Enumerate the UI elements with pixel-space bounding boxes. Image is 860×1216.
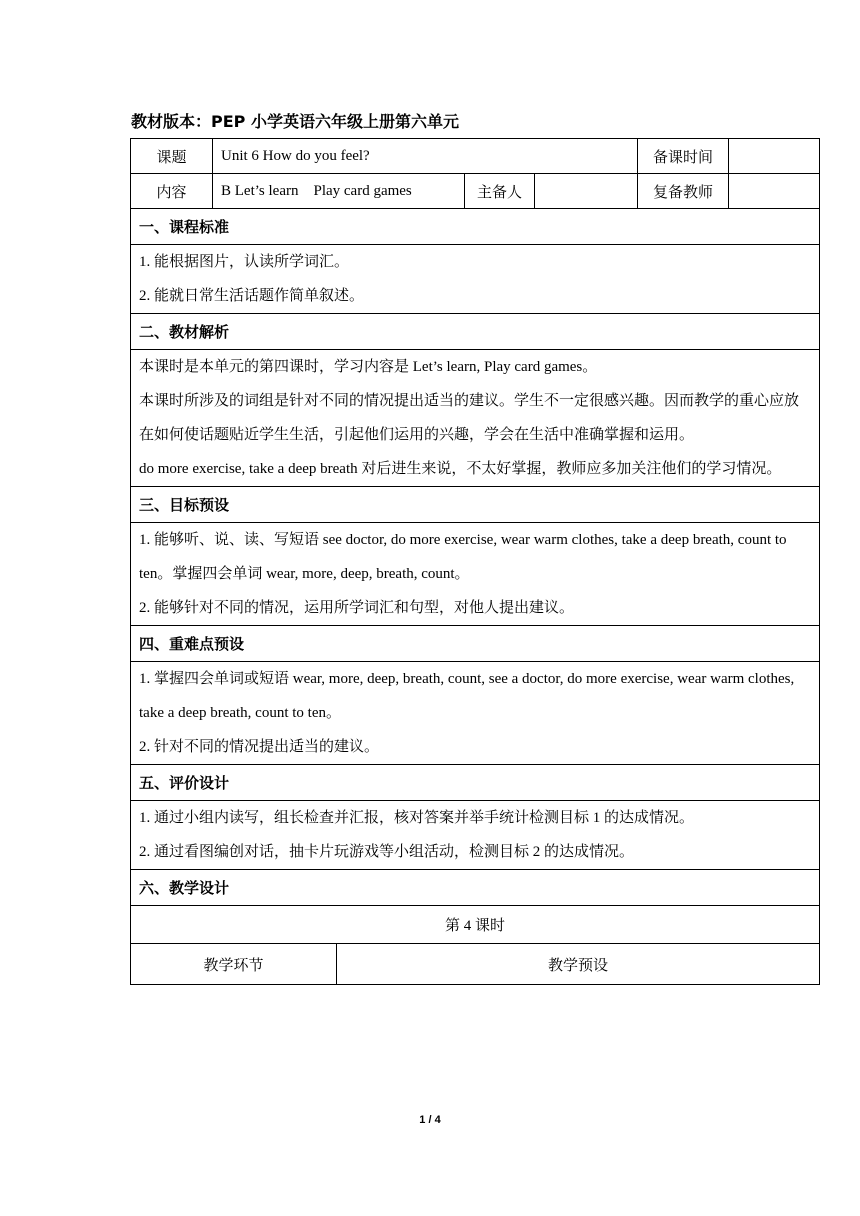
co-teacher-value	[729, 174, 820, 209]
topic-label: 课题	[131, 139, 213, 174]
analysis-line-1: 本课时是本单元的第四课时，学习内容是 Let’s learn, Play card games。	[139, 359, 598, 375]
column-stage: 教学环节	[131, 944, 337, 985]
evaluation-line-1: 1. 通过小组内读写，组长检查并汇报，核对答案并举手统计检测目标 1 的达成情况。	[139, 810, 695, 826]
standards-line-1: 1. 能根据图片，认读所学词汇。	[139, 254, 350, 270]
section-body-objectives	[131, 523, 820, 626]
section-body-standards	[131, 245, 820, 314]
section-title-objectives: 三、目标预设	[131, 487, 820, 523]
content-value: B Let’s learn Play card games	[213, 174, 465, 209]
analysis-line-2: 本课时所涉及的词组是针对不同的情况提出适当的建议。学生不一定很感兴趣。因而教学的重心应放在如何使话题贴近学生生活，引起他们运用的兴趣，学会在生活中准确掌握和运用。	[139, 393, 800, 443]
preparer-label: 主备人	[465, 174, 535, 209]
prep-time-value	[729, 139, 820, 174]
section-title-standards: 一、课程标准	[131, 209, 820, 245]
section-body-evaluation	[131, 801, 820, 870]
analysis-line-3: do more exercise, take a deep breath 对后进生来说，不太好掌握，教师应多加关注他们的学习情况。	[139, 461, 782, 477]
standards-line-2: 2. 能就日常生活话题作简单叙述。	[139, 288, 365, 304]
page-number: 1 / 4	[419, 1114, 441, 1126]
section-body-analysis	[131, 350, 820, 487]
lesson-plan-table	[130, 138, 820, 985]
topic-row	[131, 139, 820, 174]
objectives-line-2: 2. 能够针对不同的情况，运用所学词汇和句型，对他人提出建议。	[139, 600, 575, 616]
prep-time-label: 备课时间	[638, 139, 729, 174]
section-title-key-points: 四、重难点预设	[131, 626, 820, 662]
key-points-line-1: 1. 掌握四会单词或短语 wear, more, deep, breath, count, see a doctor, do more exercise, wear warm clothes, take a deep breath, count to ten。	[139, 671, 795, 721]
topic-value: Unit 6 How do you feel?	[213, 139, 638, 174]
content-label: 内容	[131, 174, 213, 209]
preparer-value	[535, 174, 638, 209]
column-plan: 教学预设	[337, 944, 820, 985]
co-teacher-label: 复备教师	[638, 174, 729, 209]
section-title-evaluation: 五、评价设计	[131, 765, 820, 801]
section-body-key-points	[131, 662, 820, 765]
document-heading: 教材版本：PEP 小学英语六年级上册第六单元	[131, 112, 459, 131]
objectives-line-1: 1. 能够听、说、读、写短语 see doctor, do more exercise, wear warm clothes, take a deep breath, count to ten。掌握四会单词 wear, more, deep, breath, count。	[139, 532, 787, 582]
section-title-design: 六、教学设计	[131, 870, 820, 906]
key-points-line-2: 2. 针对不同的情况提出适当的建议。	[139, 739, 380, 755]
lesson-number: 第 4 课时	[131, 906, 820, 944]
section-title-analysis: 二、教材解析	[131, 314, 820, 350]
evaluation-line-2: 2. 通过看图编创对话，抽卡片玩游戏等小组活动，检测目标 2 的达成情况。	[139, 844, 635, 860]
content-row	[131, 174, 820, 209]
